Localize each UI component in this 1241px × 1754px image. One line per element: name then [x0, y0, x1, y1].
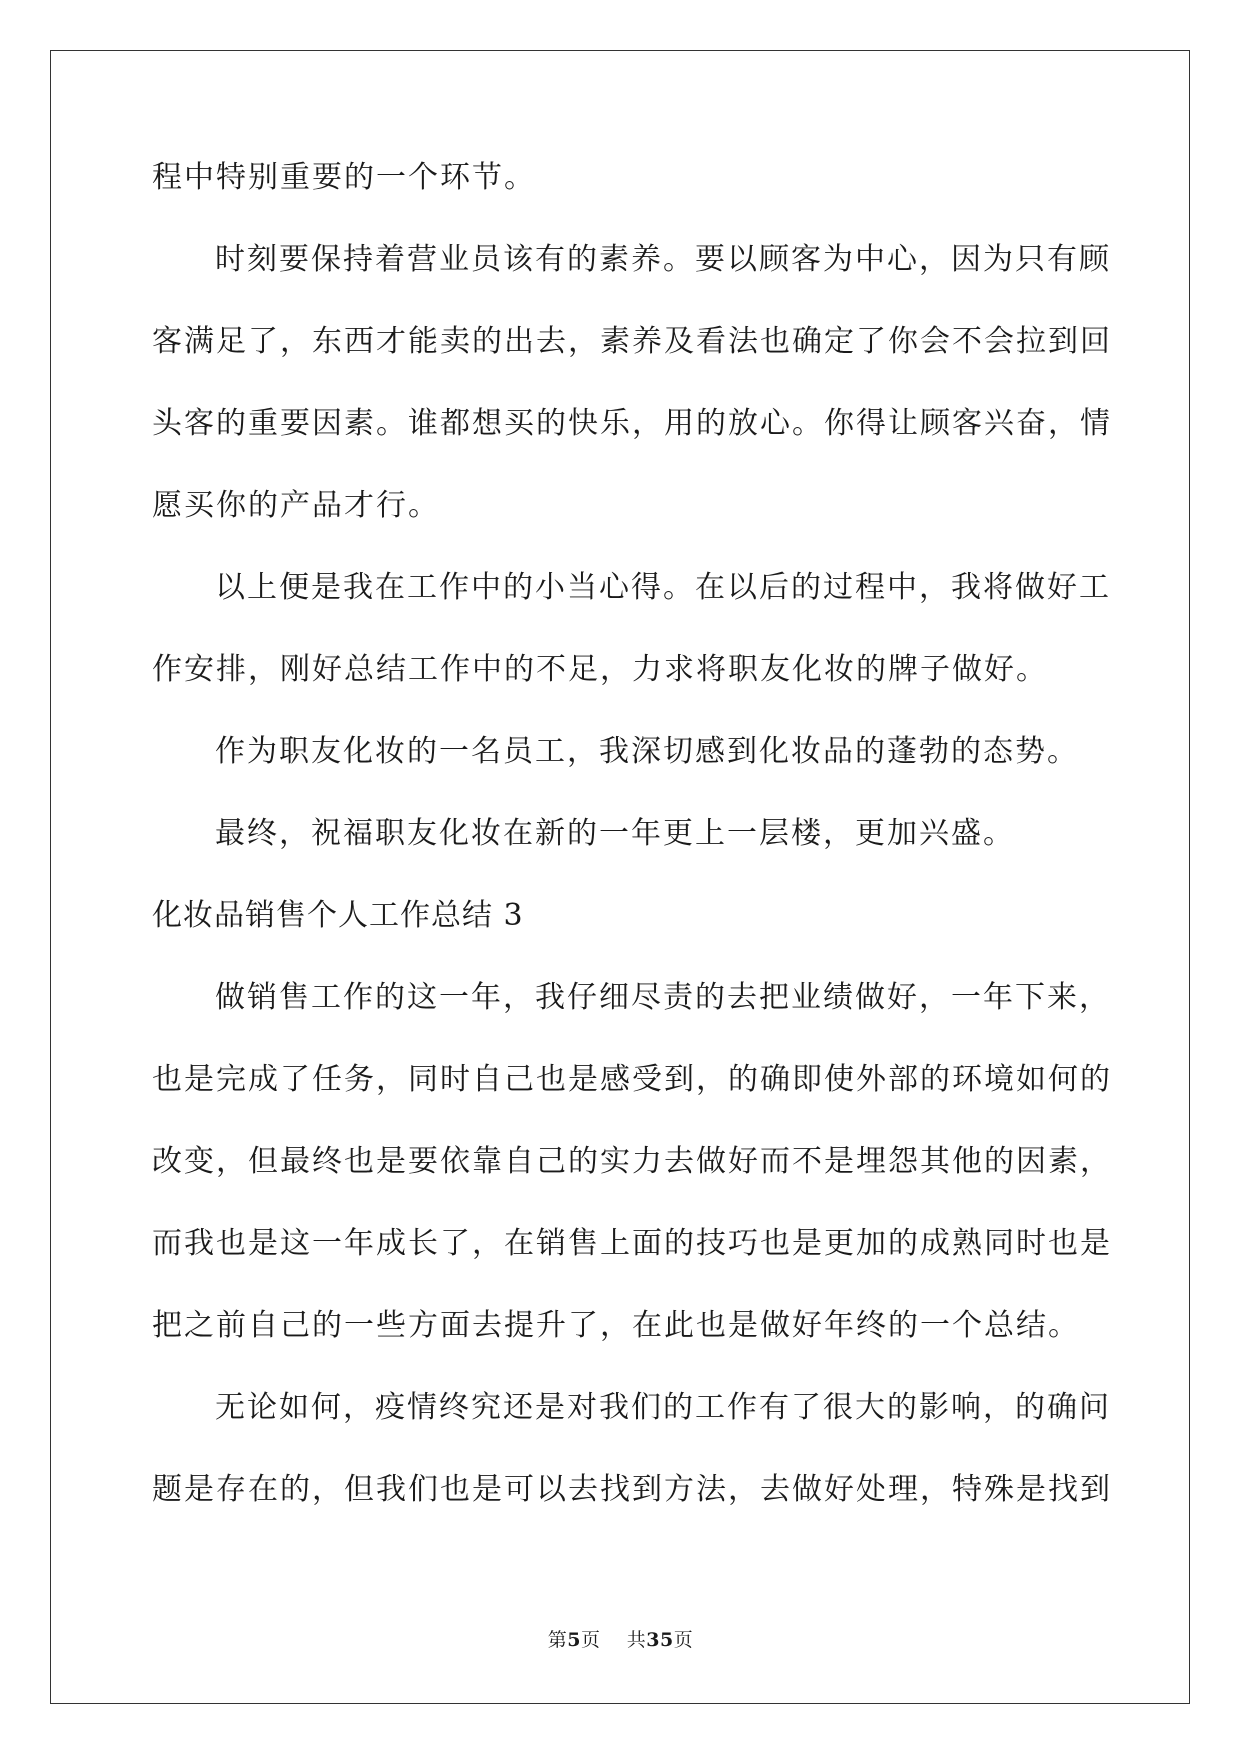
text-line: 而我也是这一年成长了，在销售上面的技巧也是更加的成熟同时也是	[152, 1226, 1112, 1261]
text-line: 愿买你的产品才行。	[152, 488, 440, 523]
text-line: 改变，但最终也是要依靠自己的实力去做好而不是埋怨其他的因素，	[152, 1144, 1112, 1179]
footer-total-prefix: 共	[626, 1629, 647, 1651]
text-line: 最终，祝福职友化妆在新的一年更上一层楼，更加兴盛。	[215, 816, 1015, 851]
page-footer	[0, 1625, 1241, 1652]
text-line: 作安排，刚好总结工作中的不足，力求将职友化妆的牌子做好。	[152, 652, 1048, 687]
text-line: 也是完成了任务，同时自己也是感受到，的确即使外部的环境如何的	[152, 1062, 1112, 1097]
current-page-number: 5	[567, 1629, 582, 1651]
footer-page-suffix: 页	[581, 1629, 601, 1651]
text-line: 客满足了，东西才能卖的出去，素养及看法也确定了你会不会拉到回	[152, 324, 1112, 359]
text-line: 时刻要保持着营业员该有的素养。要以顾客为中心，因为只有顾	[215, 242, 1111, 277]
text-line: 以上便是我在工作中的小当心得。在以后的过程中，我将做好工	[215, 570, 1111, 605]
text-line: 程中特别重要的一个环节。	[152, 160, 536, 195]
text-line: 头客的重要因素。谁都想买的快乐，用的放心。你得让顾客兴奋，情	[152, 406, 1112, 441]
text-line: 做销售工作的这一年，我仔细尽责的去把业绩做好，一年下来，	[215, 980, 1111, 1015]
text-line: 无论如何，疫情终究还是对我们的工作有了很大的影响，的确问	[215, 1390, 1111, 1425]
document-body	[152, 160, 1112, 1556]
text-line: 题是存在的，但我们也是可以去找到方法，去做好处理，特殊是找到	[152, 1472, 1112, 1507]
text-line: 把之前自己的一些方面去提升了，在此也是做好年终的一个总结。	[152, 1308, 1080, 1343]
total-page-count: 35	[646, 1629, 674, 1651]
footer-total-suffix: 页	[673, 1629, 694, 1651]
footer-prefix: 第	[547, 1629, 568, 1651]
section-heading: 化妆品销售个人工作总结 3	[152, 898, 524, 933]
text-line: 作为职友化妆的一名员工，我深切感到化妆品的蓬勃的态势。	[215, 734, 1079, 769]
